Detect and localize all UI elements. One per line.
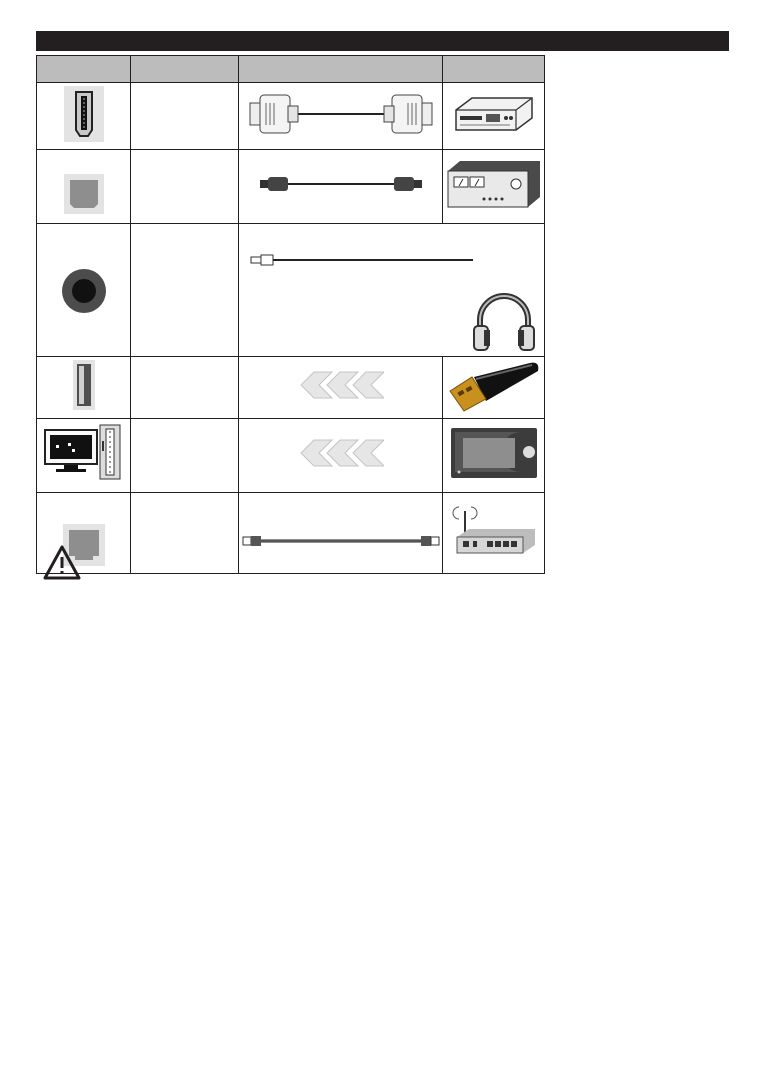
connector-cell xyxy=(37,419,131,493)
warning-triangle-icon xyxy=(42,544,82,582)
note xyxy=(42,544,82,587)
insert-arrows-icon xyxy=(298,371,384,399)
type-cell xyxy=(131,224,239,357)
tv-ci-slot-icon xyxy=(42,423,126,483)
column-header-connector xyxy=(37,56,131,83)
usb-flash-drive-icon xyxy=(446,357,542,413)
column-header-device xyxy=(443,56,545,83)
hdmi-port-icon xyxy=(64,86,104,142)
dvd-player-icon xyxy=(452,92,536,136)
device-cell xyxy=(443,150,545,224)
hdmi-cable-icon xyxy=(246,89,436,139)
section-title-bar xyxy=(36,31,729,51)
table-row xyxy=(37,493,545,574)
device-cell xyxy=(443,419,545,493)
connector-cell xyxy=(37,224,131,357)
device-cell xyxy=(443,83,545,150)
headphones-icon xyxy=(470,290,538,356)
router-icon xyxy=(451,501,537,561)
type-cell xyxy=(131,357,239,419)
type-cell xyxy=(131,493,239,574)
cable-cell xyxy=(239,493,443,574)
type-cell xyxy=(131,419,239,493)
audio-amplifier-icon xyxy=(446,157,542,211)
connections-table xyxy=(36,55,545,574)
table-row xyxy=(37,83,545,150)
usb-port-icon xyxy=(73,360,95,410)
connector-cell xyxy=(37,357,131,419)
type-cell xyxy=(131,83,239,150)
headphone-cable-icon xyxy=(247,224,477,290)
cable-cell xyxy=(239,83,443,150)
ci-cam-module-icon xyxy=(449,426,539,480)
cable-cell xyxy=(239,419,443,493)
insert-arrows-icon xyxy=(298,439,384,467)
connector-cell xyxy=(37,83,131,150)
ethernet-cable-icon xyxy=(241,531,441,551)
table-row xyxy=(37,357,545,419)
table-row xyxy=(37,419,545,493)
cable-cell xyxy=(239,150,443,224)
headphone-jack-icon xyxy=(60,267,108,315)
device-cell xyxy=(443,357,545,419)
optical-spdif-port-icon xyxy=(64,174,104,214)
table-row xyxy=(37,150,545,224)
cable-cell xyxy=(239,357,443,419)
cable-device-cell xyxy=(239,224,545,357)
column-header-type xyxy=(131,56,239,83)
table-header-row xyxy=(37,56,545,83)
device-cell xyxy=(443,493,545,574)
table-row xyxy=(37,224,545,357)
column-header-cable xyxy=(239,56,443,83)
optical-cable-icon xyxy=(246,169,436,199)
connector-cell xyxy=(37,150,131,224)
type-cell xyxy=(131,150,239,224)
